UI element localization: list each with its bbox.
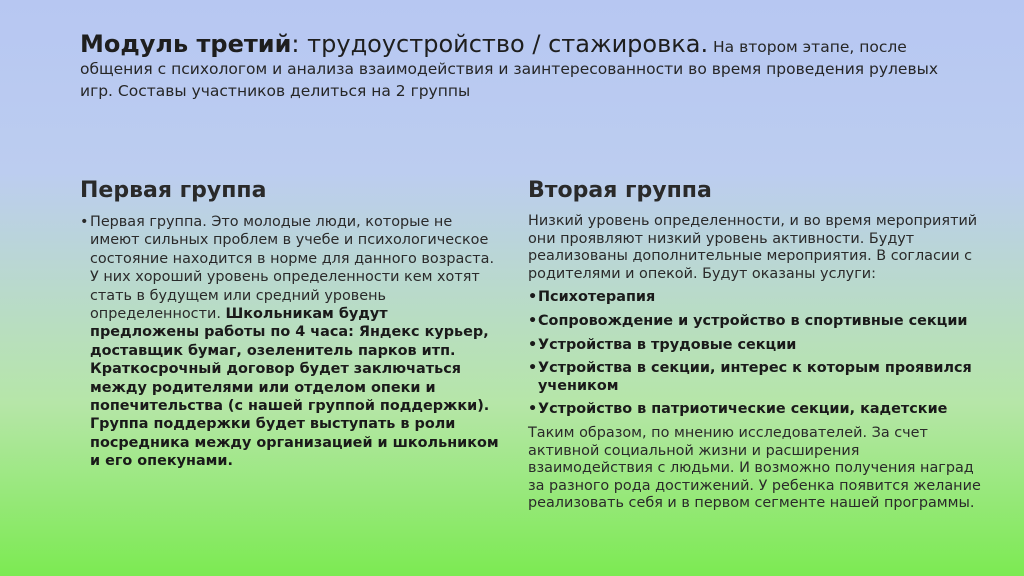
first-group-column: [80, 178, 500, 471]
first-group-text-bold: Школьникам будут предложены работы по 4 часа: Яндекс курьер, доставщик бумаг, озеленитель парков итп. Краткосрочный договор будет заключаться между родителями или отделом опеки и попечительства (с нашей группой поддержки). Группа поддержки будет выступать в роли посредника между организацией и школьником и его опекунами.: [90, 306, 499, 470]
second-group-column: [528, 178, 988, 519]
title-colon: :: [291, 30, 300, 58]
bullet-icon: •: [528, 336, 538, 353]
bullet-icon: •: [528, 360, 538, 377]
second-group-intro: Низкий уровень определенности, и во время мероприятий они проявляют низкий уровень активности. Будут реализованы дополнительные мероприятия. В согласии с родителями и опекой. Будут оказаны услуги:: [528, 213, 978, 282]
title-rest: трудоустройство / стажировка.: [299, 30, 709, 58]
list-item: • Устройства в трудовые секции: [528, 336, 797, 353]
list-item: • Сопровождение и устройство в спортивные секции: [528, 312, 968, 329]
services-list: [528, 289, 988, 419]
slide-title: [80, 30, 960, 102]
bullet-icon: •: [528, 401, 538, 418]
first-group-text: Первая группа. Это молодые люди, которые не имеют сильных проблем в учебе и психологическое состояние находится в норме для данного возраста. У них хороший уровень определенности кем хотят стать в будущем или средний уровень определенности.: [90, 214, 495, 323]
bullet-icon: •: [528, 312, 538, 329]
first-group-heading: Первая группа: [80, 178, 267, 203]
first-group-paragraph: [80, 213, 500, 471]
bullet-icon: •: [80, 214, 89, 230]
list-item: • Устройство в патриотические секции, кадетские: [528, 401, 948, 418]
list-item: • Психотерапия: [528, 289, 656, 306]
second-group-heading: Вторая группа: [528, 178, 712, 203]
bullet-icon: •: [528, 289, 538, 306]
list-item: • Устройства в секции, интерес к которым проявился учеником: [528, 360, 972, 394]
second-group-conclusion: Таким образом, по мнению исследователей. За счет активной социальной жизни и расширения взаимодействия с людьми. И возможно получения наград за разного рода достижений. У ребенка появится желание реализовать себя и в первом сегменте нашей программы.: [528, 424, 981, 512]
title-intro: На втором этапе, после общения с психологом и анализа взаимодействия и заинтересованности во время проведения рулевых игр. Составы участников делиться на 2 группы: [80, 38, 939, 100]
title-bold: Модуль третий: [80, 30, 292, 58]
